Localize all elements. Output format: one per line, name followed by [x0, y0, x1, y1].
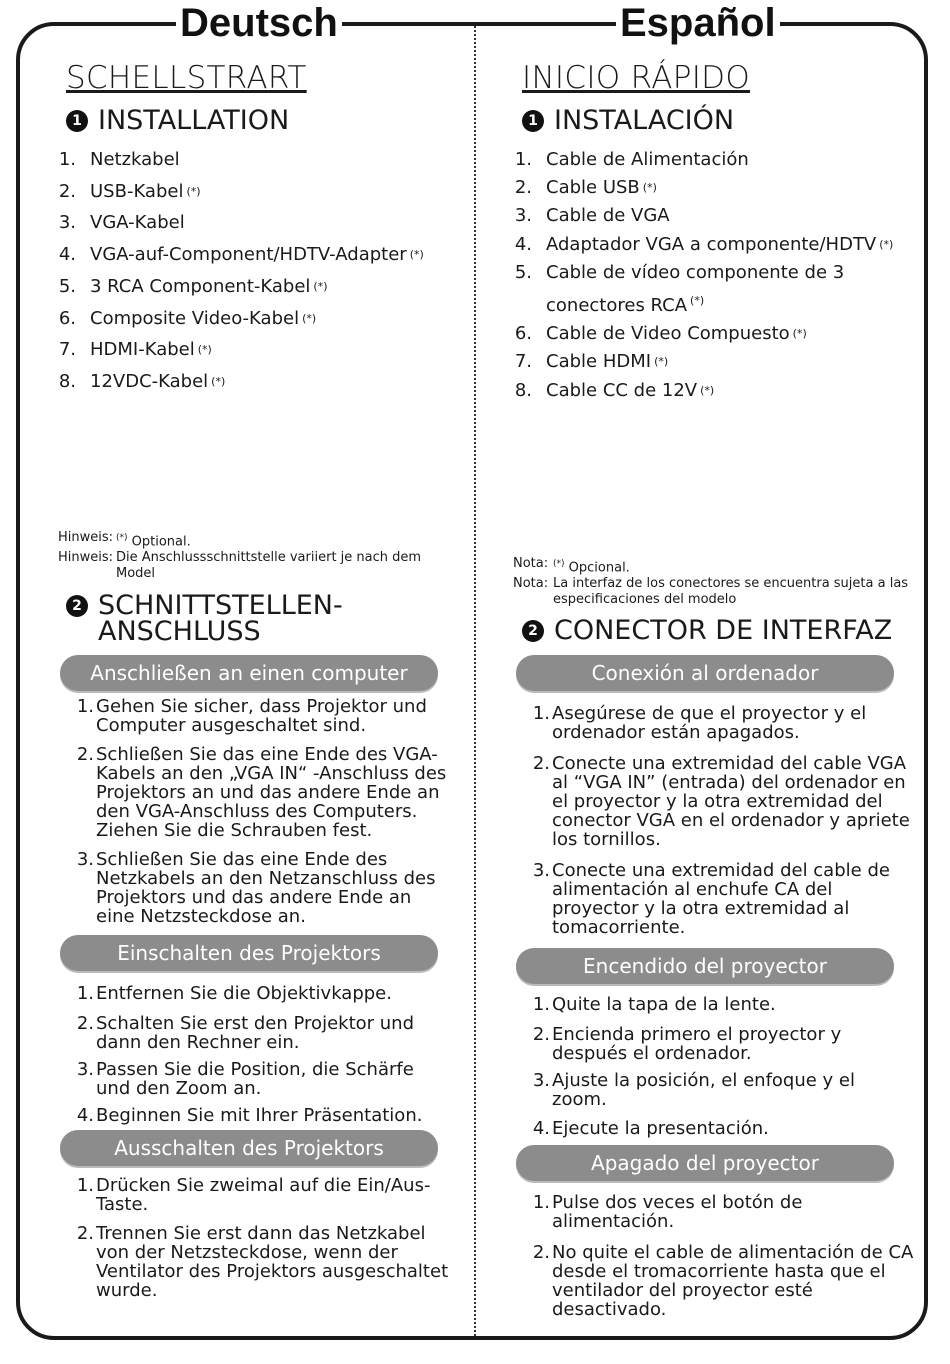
quick-start-title: INICIO RÁPIDO	[522, 60, 751, 96]
list-item: 2. Cable USB (*)	[514, 177, 657, 199]
list-item: 4. Beginnen Sie mit Ihrer Präsentation.	[76, 1105, 423, 1126]
installation-heading	[522, 105, 735, 136]
interface-title: CONECTOR DE INTERFAZ	[554, 615, 893, 646]
list-item: 3. Conecte una extremidad del cable de alimentación al enchufe CA del proyector y la otra extremidad al tomacorriente.	[532, 860, 890, 938]
section-pill-connect: Conexión al ordenador	[516, 655, 894, 691]
number-badge: 1	[66, 110, 88, 132]
list-item: 3. Cable de VGA	[514, 205, 670, 227]
list-item: 8. Cable CC de 12V (*)	[514, 379, 715, 401]
installation-list	[500, 146, 920, 405]
interface-heading	[66, 590, 343, 647]
power-on-steps	[514, 995, 914, 1138]
list-item: 5. Cable de vídeo componente de 3 conectores RCA (*)	[514, 261, 845, 317]
section-pill-power-on: Einschalten des Projektors	[60, 935, 438, 971]
list-item: 1. Cable de Alimentación	[514, 149, 749, 170]
lang-title-deutsch: Deutsch	[176, 0, 342, 46]
interface-title-line1: SCHNITTSTELLEN-	[98, 590, 343, 621]
notes	[513, 556, 913, 608]
interface-heading	[522, 615, 893, 646]
list-item: 1. Drücken Sie zweimal auf die Ein/Aus-Taste.	[76, 1175, 431, 1215]
list-item: 2. Conecte una extremidad del cable VGA al “VGA IN” (entrada) del ordenador en el proyector y la otra extremidad del conector VGA en el ordenador y apriete los tornillos.	[532, 753, 910, 850]
installation-title: INSTALLATION	[98, 105, 290, 136]
number-badge: 1	[522, 110, 544, 132]
list-item: 3. Schließen Sie das eine Ende des Netzkabels an den Netzanschluss des Projektors und das andere Ende an eine Netzsteckdose an.	[76, 849, 436, 927]
section-pill-connect: Anschließen an einen computer	[60, 655, 438, 691]
section-pill-power-on: Encendido del proyector	[516, 948, 894, 984]
list-item: 6. Composite Video-Kabel (*)	[58, 307, 317, 329]
power-off-steps	[514, 1193, 914, 1319]
list-item: 7. HDMI-Kabel (*)	[58, 339, 212, 361]
installation-list	[44, 144, 424, 398]
list-item: 2. Trennen Sie erst dann das Netzkabel von der Netzsteckdose, wenn der Ventilator des Projektors ausgeschaltet wurde.	[76, 1223, 449, 1301]
list-item: 1. Quite la tapa de la lente.	[532, 994, 776, 1015]
list-item: 3. Ajuste la posición, el enfoque y el zoom.	[532, 1070, 855, 1110]
list-item: 4. Ejecute la presentación.	[532, 1118, 769, 1139]
list-item: 5. 3 RCA Component-Kabel (*)	[58, 275, 328, 297]
notes	[58, 530, 438, 582]
connect-steps	[514, 704, 914, 937]
note: Nota: (*) Opcional.	[513, 556, 630, 576]
list-item: 8. 12VDC-Kabel (*)	[58, 370, 226, 392]
list-item: 2. Encienda primero el proyector y después el ordenador.	[532, 1024, 842, 1064]
installation-heading	[66, 105, 290, 136]
list-item: 3. Passen Sie die Position, die Schärfe und den Zoom an.	[76, 1059, 414, 1099]
list-item: 1. Netzkabel	[58, 149, 180, 170]
list-item: 4. VGA-auf-Component/HDTV-Adapter (*)	[58, 244, 424, 266]
list-item: 1. Gehen Sie sicher, dass Projektor und Computer ausgeschaltet sind.	[76, 696, 427, 736]
list-item: 1. Entfernen Sie die Objektivkappe.	[76, 983, 392, 1004]
list-item: 2. No quite el cable de alimentación de CA desde el tromacorriente hasta que el ventilador del proyector esté desactivado.	[532, 1242, 914, 1320]
note: Hinweis: (*) Optional.	[58, 530, 191, 550]
connect-steps	[58, 697, 450, 926]
list-item: 7. Cable HDMI (*)	[514, 351, 669, 373]
list-item: 4. Adaptador VGA a componente/HDTV (*)	[514, 233, 894, 255]
installation-title: INSTALACIÓN	[554, 105, 735, 136]
number-badge: 2	[522, 620, 544, 642]
list-item: 2. Schalten Sie erst den Projektor und dann den Rechner ein.	[76, 1013, 414, 1053]
lang-title-espanol: Español	[616, 0, 780, 46]
list-item: 2. USB-Kabel (*)	[58, 180, 201, 202]
number-badge: 2	[66, 595, 88, 617]
power-off-steps	[58, 1176, 450, 1300]
section-pill-power-off: Ausschalten des Projektors	[60, 1130, 438, 1166]
note: Hinweis: Die Anschlussschnittstelle variiert je nach dem Model	[58, 550, 422, 582]
list-item: 6. Cable de Video Compuesto (*)	[514, 323, 807, 345]
list-item: 1. Asegúrese de que el proyector y el ordenador están apagados.	[532, 703, 867, 743]
column-deutsch	[0, 0, 449, 1364]
list-item: 1. Pulse dos veces el botón de alimentación.	[532, 1192, 803, 1232]
list-item: 2. Schließen Sie das eine Ende des VGA-Kabels an den „VGA IN“ -Anschluss des Projektors an und das andere Ende an den VGA-Anschluss des Computers. Ziehen Sie die Schrauben fest.	[76, 744, 447, 841]
note: Nota: La interfaz de los conectores se encuentra sujeta a las especificaciones del modelo	[513, 576, 909, 608]
list-item: 3. VGA-Kabel	[58, 212, 185, 234]
quick-start-title: SCHELLSTRART	[66, 60, 307, 96]
section-pill-power-off: Apagado del proyector	[516, 1145, 894, 1181]
interface-title-line2: ANSCHLUSS	[98, 616, 261, 647]
column-espanol	[476, 0, 916, 1364]
power-on-steps	[58, 984, 450, 1125]
